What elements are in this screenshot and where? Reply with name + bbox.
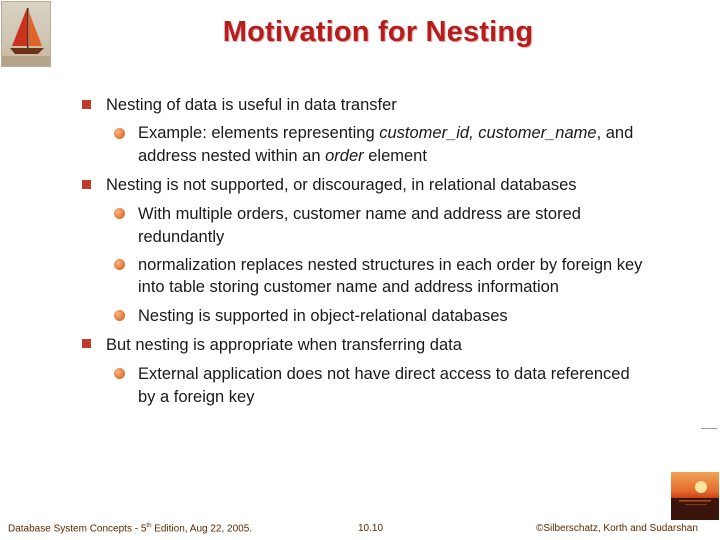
bullet-2-sub-2-line-1: normalization replaces nested structures in each order by foreign key	[138, 256, 643, 274]
bullet-1-sub-1-line-1: Example: elements representing customer_id, customer_name, and	[138, 124, 634, 142]
square-bullet-icon	[82, 339, 91, 348]
footer-book-title: Database System Concepts - 5th Edition, Aug 22, 2005.	[8, 523, 253, 535]
bullet-3-text: But nesting is appropriate when transferring data	[106, 336, 462, 354]
bullet-1-sub-1-line-2: address nested within an order element	[138, 147, 427, 165]
footer-copyright: ©Silberschatz, Korth and Sudarshan	[536, 523, 698, 534]
bullet-2-sub-1-line-2: redundantly	[138, 228, 225, 246]
footer-page-number: 10.10	[358, 523, 384, 534]
divider	[701, 428, 717, 429]
square-bullet-icon	[82, 180, 91, 189]
round-bullet-icon	[114, 128, 125, 139]
round-bullet-icon	[114, 368, 125, 379]
round-bullet-icon	[114, 310, 125, 321]
bullet-2-sub-3-line-1: Nesting is supported in object-relational databases	[138, 307, 508, 325]
slide-title: Motivation for Nesting	[222, 16, 534, 48]
square-bullet-icon	[82, 100, 91, 109]
bullet-2-sub-2-line-2: into table storing customer name and address information	[138, 278, 559, 296]
bullet-1-text: Nesting of data is useful in data transfer	[106, 96, 397, 114]
round-bullet-icon	[114, 208, 125, 219]
round-bullet-icon	[114, 259, 125, 270]
bullet-2-text: Nesting is not supported, or discouraged, in relational databases	[106, 176, 577, 194]
bullet-3-sub-1-line-1: External application does not have direct access to data referenced	[138, 365, 630, 383]
sunset-icon	[671, 472, 719, 520]
bullet-2-sub-1-line-1: With multiple orders, customer name and address are stored	[138, 205, 581, 223]
bullet-3-sub-1-line-2: by a foreign key	[138, 388, 255, 406]
